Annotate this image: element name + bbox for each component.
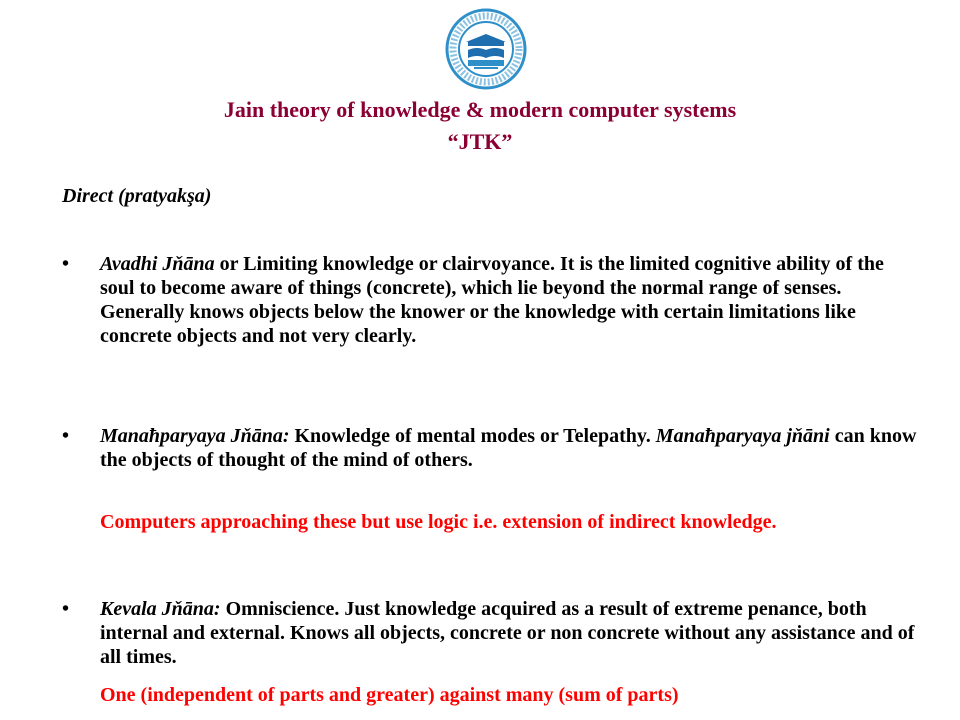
bullet-body: Knowledge of mental modes or Telepathy. xyxy=(289,425,656,447)
bullet-text xyxy=(100,424,922,472)
bullet-body: or Limiting knowledge or clairvoyance. It is the limited cognitive ability of the soul to become aware of things (concrete), which lie beyond the normal range of senses. Generally knows objects below the knower or the knowledge with certain limitations like concrete objects and not very clearly. xyxy=(100,253,884,347)
bullet-kevala xyxy=(62,597,922,669)
school-logo-icon xyxy=(438,8,534,90)
title-line-1: Jain theory of knowledge & modern computer systems xyxy=(223,97,737,122)
bullet-avadhi xyxy=(62,252,922,348)
bullet-manahparyaya xyxy=(62,424,922,472)
bullet-term: Manaħparyaya Jňāna: xyxy=(100,425,290,447)
note-computers: Computers approaching these but use logic i.e. extension of indirect knowledge. xyxy=(100,511,777,533)
bullet-body: Omniscience. Just knowledge acquired as a result of extreme penance, both internal and external. Knows all objects, concrete or non concrete without any assistance and of all times. xyxy=(100,598,915,668)
bullet-body-2: can know the objects of thought of the mind of others. xyxy=(100,425,917,471)
bullet-dot: • xyxy=(62,598,70,620)
bullet-dot: • xyxy=(62,425,70,447)
note-one-vs-many: One (independent of parts and greater) against many (sum of parts) xyxy=(100,684,679,706)
title-line-2: “JTK” xyxy=(447,129,513,154)
section-subheading: Direct (pratyakşa) xyxy=(62,185,212,207)
bullet-term-2: Manaħparyaya jňāni xyxy=(655,425,830,447)
bullet-text xyxy=(100,252,922,348)
bullet-text xyxy=(100,597,922,669)
slide-title xyxy=(0,94,960,158)
bullet-term: Avadhi Jňāna xyxy=(100,253,215,275)
bullet-dot: • xyxy=(62,253,70,275)
bullet-term: Kevala Jňāna: xyxy=(100,598,221,620)
